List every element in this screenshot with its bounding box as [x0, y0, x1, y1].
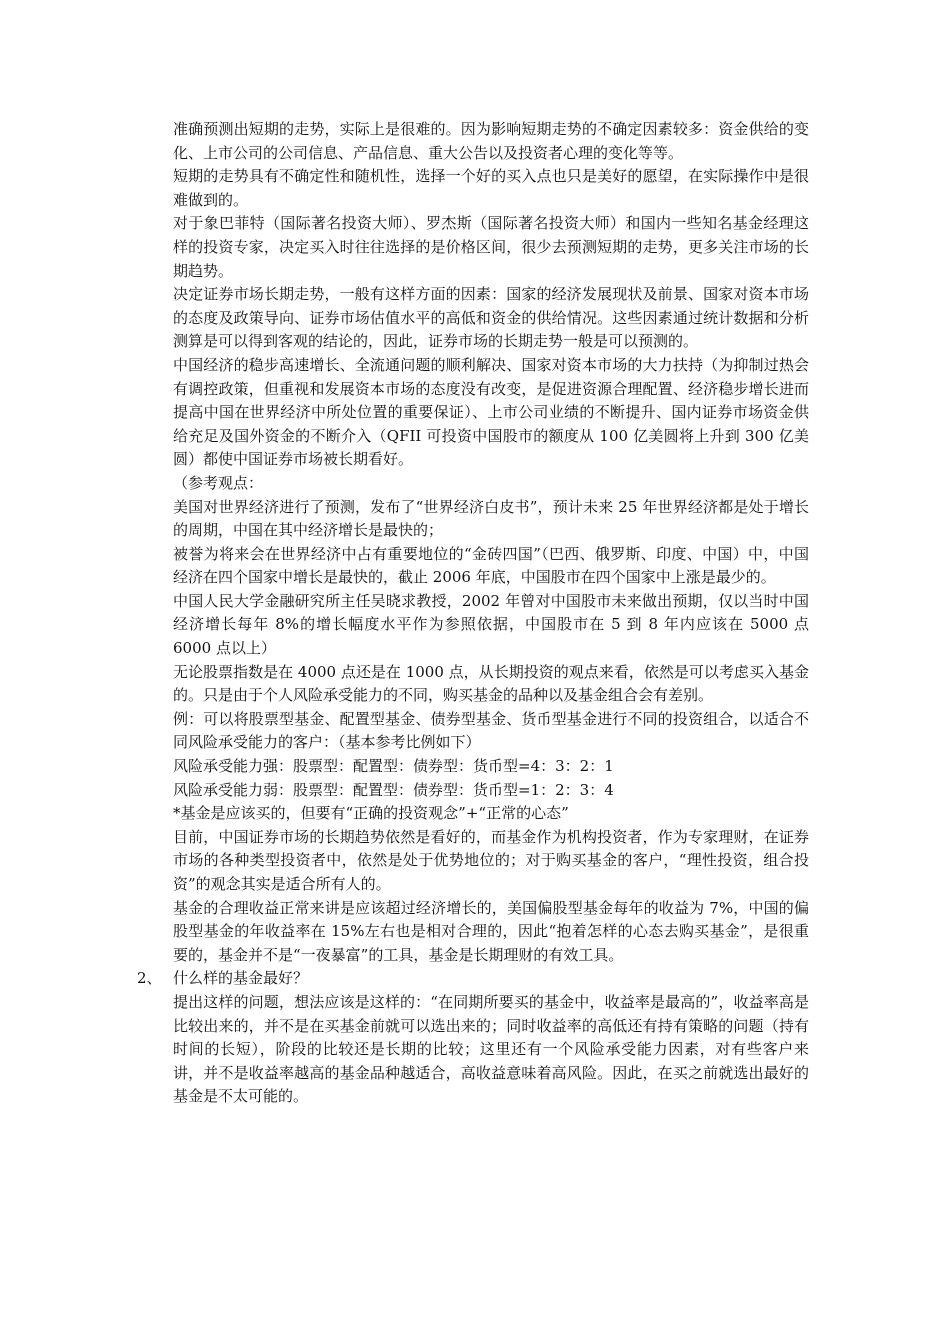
- paragraph: 准确预测出短期的走势，实际上是很难的。因为影响短期走势的不确定因素较多：资金供给的变化、上市公司的公司信息、产品信息、重大公告以及投资者心理的变化等等。: [173, 120, 809, 162]
- paragraph: 风险承受能力弱：股票型：配置型：债券型：货币型=1：2：3：4: [173, 780, 614, 799]
- paragraph: 中国经济的稳步高速增长、全流通问题的顺利解决、国家对资本市场的大力扶持（为抑制过热会有调控政策，但重视和发展资本市场的态度没有改变，是促进资源合理配置、经济稳步增长进而提高中国在世界经济中所处位置的重要保证）、上市公司业绩的不断提升、国内证券市场资金供给充足及国外资金的不断介入（QFII 可投资中国股市的额度从 100 亿美圆将上升到 300 亿美圆）都使中国证券市场被长期看好。: [173, 355, 809, 469]
- paragraph: 美国对世界经济进行了预测，发布了“世界经济白皮书”，预计未来 25 年世界经济都是处于增长的周期，中国在其中经济增长是最快的；: [173, 497, 809, 540]
- paragraph: （参考观点：: [173, 473, 264, 492]
- paragraph: *基金是应该买的，但要有“正确的投资观念”+“正常的心态”: [173, 804, 569, 823]
- paragraph: 无论股票指数是在 4000 点还是在 1000 点，从长期投资的观点来看，依然是可以考虑买入基金的。只是由于个人风险承受能力的不同，购买基金的品种以及基金组合会有差别。: [173, 662, 809, 705]
- paragraph: 风险承受能力强：股票型：配置型：债券型：货币型=4：3：2：1: [173, 757, 614, 776]
- list-number: 2、: [137, 969, 162, 988]
- document-body: [137, 118, 809, 1109]
- paragraph: 短期的走势具有不确定性和随机性，选择一个好的买入点也只是美好的愿望，在实际操作中是很难做到的。: [173, 167, 809, 209]
- list-item: [137, 967, 809, 991]
- paragraph: 例：可以将股票型基金、配置型基金、债券型基金、货币型基金进行不同的投资组合，以适合不同风险承受能力的客户：（基本参考比例如下）: [173, 709, 809, 752]
- paragraph: 被誉为将来会在世界经济中占有重要地位的“金砖四国”（巴西、俄罗斯、印度、中国）中，中国经济在四个国家中增长是最快的，截止 2006 年底，中国股市在四个国家中上涨是最少的。: [173, 544, 809, 587]
- paragraph: 提出这样的问题，想法应该是这样的：“在同期所要买的基金中，收益率是最高的”，收益率高是比较出来的，并不是在买基金前就可以选出来的；同时收益率的高低还有持有策略的问题（持有时间的长短），阶段的比较还是长期的比较；这里还有一个风险承受能力因素，对有些客户来讲，并不是收益率越高的基金品种越适合，高收益意味着高风险。因此，在买之前就选出最好的基金是不太可能的。: [173, 992, 809, 1106]
- paragraph: 基金的合理收益正常来讲是应该超过经济增长的，美国偏股型基金每年的收益为 7%，中国的偏股型基金的年收益率在 15%左右也是相对合理的，因此“抱着怎样的心态去购买基金”，是很重要的，基金并不是“一夜暴富”的工具，基金是长期理财的有效工具。: [173, 898, 809, 964]
- paragraph: 中国人民大学金融研究所主任吴晓求教授，2002 年曾对中国股市未来做出预期，仅以当时中国经济增长每年 8%的增长幅度水平作为参照依据，中国股市在 5 到 8 年内应该在 5000 点 6000 点以上）: [173, 591, 809, 658]
- paragraph: 对于象巴菲特（国际著名投资大师）、罗杰斯（国际著名投资大师）和国内一些知名基金经理这样的投资专家，决定买入时往往选择的是价格区间，很少去预测短期的走势，更多关注市场的长期趋势。: [173, 214, 809, 280]
- list-item-title: 什么样的基金最好？: [173, 969, 309, 988]
- paragraph: 目前，中国证券市场的长期趋势依然是看好的，而基金作为机构投资者，作为专家理财，在证券市场的各种类型投资者中，依然是处于优势地位的；对于购买基金的客户，“理性投资，组合投资”的观念其实是适合所有人的。: [173, 827, 809, 893]
- paragraph: 决定证券市场长期走势，一般有这样方面的因素：国家的经济发展现状及前景、国家对资本市场的态度及政策导向、证券市场估值水平的高低和资金的供给情况。这些因素通过统计数据和分析测算是可以得到客观的结论的，因此，证券市场的长期走势一般是可以预测的。: [173, 285, 809, 351]
